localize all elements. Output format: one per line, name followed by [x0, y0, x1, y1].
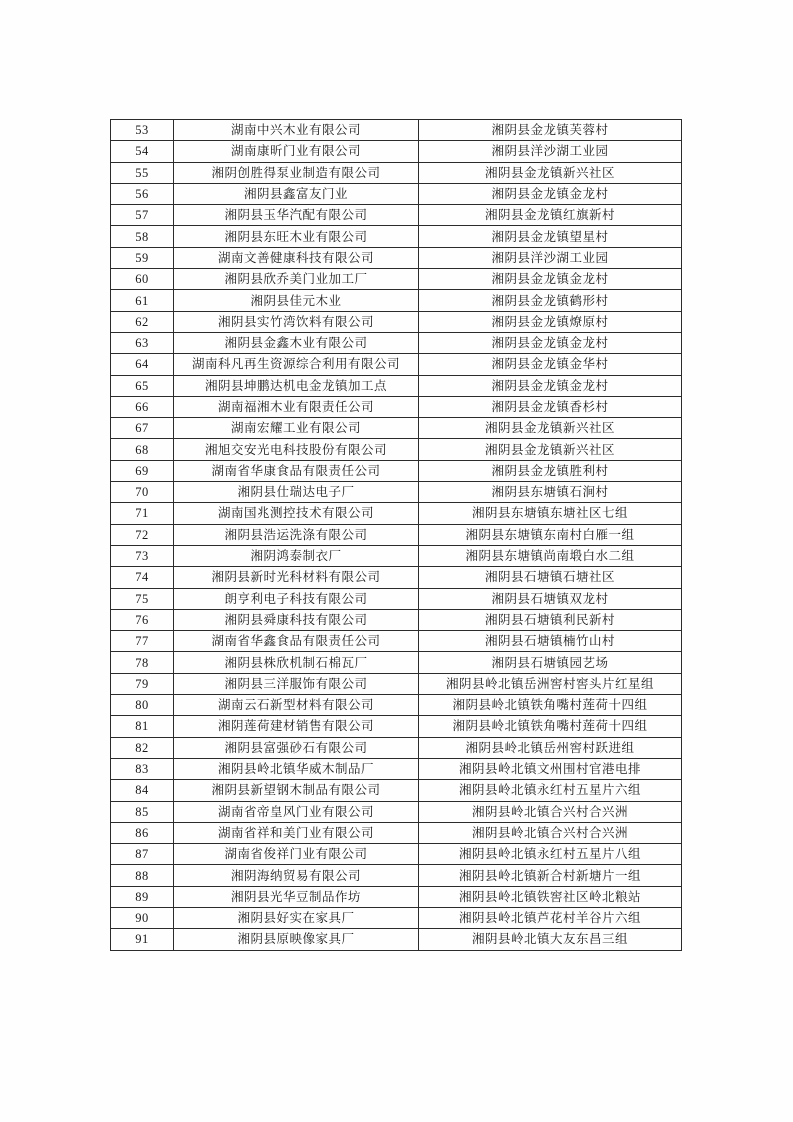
company-list-table: [110, 119, 682, 951]
table-row: [111, 758, 682, 779]
row-number: 58: [111, 226, 174, 247]
company-address: 湘阴县岭北镇铁角嘴村莲荷十四组: [419, 716, 682, 737]
table-row: [111, 907, 682, 928]
row-number: 90: [111, 907, 174, 928]
row-number: 67: [111, 418, 174, 439]
company-address: 湘阴县东塘镇东南村白雁一组: [419, 524, 682, 545]
table-row: [111, 801, 682, 822]
company-name: 湘阴县光华豆制品作坊: [174, 886, 419, 907]
company-address: 湘阴县东塘镇东塘社区七组: [419, 503, 682, 524]
company-name: 湖南省华康食品有限责任公司: [174, 460, 419, 481]
row-number: 53: [111, 120, 174, 141]
company-address: 湘阴县金龙镇新兴社区: [419, 418, 682, 439]
table-row: [111, 290, 682, 311]
company-address: 湘阴县石塘镇楠竹山村: [419, 631, 682, 652]
table-row: [111, 120, 682, 141]
company-address: 湘阴县岭北镇新合村新塘片一组: [419, 865, 682, 886]
table-row: [111, 205, 682, 226]
table-row: [111, 375, 682, 396]
company-address: 湘阴县岭北镇铁角嘴村莲荷十四组: [419, 695, 682, 716]
company-address: 湘阴县金龙镇金龙村: [419, 375, 682, 396]
company-address: 湘阴县石塘镇园艺场: [419, 652, 682, 673]
row-number: 75: [111, 588, 174, 609]
company-name: 湘阴创胜得泵业制造有限公司: [174, 162, 419, 183]
company-name: 湘阴县浩运洗涤有限公司: [174, 524, 419, 545]
company-name: 湖南宏耀工业有限公司: [174, 418, 419, 439]
table-row: [111, 822, 682, 843]
table-row: [111, 418, 682, 439]
company-name: 湘阴县岭北镇华威木制品厂: [174, 758, 419, 779]
table-row: [111, 524, 682, 545]
company-name: 湘阴县仕瑞达电子厂: [174, 482, 419, 503]
company-address: 湘阴县岭北镇芦花村羊谷片六组: [419, 907, 682, 928]
company-address: 湘阴县金龙镇金龙村: [419, 332, 682, 353]
row-number: 81: [111, 716, 174, 737]
table-row: [111, 545, 682, 566]
company-name: 湘阴县新望钢木制品有限公司: [174, 780, 419, 801]
row-number: 61: [111, 290, 174, 311]
company-name: 湘阴县玉华汽配有限公司: [174, 205, 419, 226]
table-row: [111, 354, 682, 375]
company-name: 湘旭交安光电科技股份有限公司: [174, 439, 419, 460]
company-name: 朗亨利电子科技有限公司: [174, 588, 419, 609]
row-number: 76: [111, 609, 174, 630]
company-name: 湘阴县新时光科材料有限公司: [174, 567, 419, 588]
table-row: [111, 396, 682, 417]
table-row: [111, 482, 682, 503]
row-number: 69: [111, 460, 174, 481]
table-body: [111, 120, 682, 951]
row-number: 72: [111, 524, 174, 545]
company-name: 湖南科凡再生资源综合利用有限公司: [174, 354, 419, 375]
table-row: [111, 588, 682, 609]
table-row: [111, 780, 682, 801]
row-number: 91: [111, 929, 174, 950]
company-address: 湘阴县石塘镇双龙村: [419, 588, 682, 609]
row-number: 87: [111, 844, 174, 865]
company-address: 湘阴县岭北镇合兴村合兴洲: [419, 822, 682, 843]
row-number: 88: [111, 865, 174, 886]
row-number: 56: [111, 183, 174, 204]
company-name: 湖南福湘木业有限责任公司: [174, 396, 419, 417]
company-address: 湘阴县金龙镇鹤形村: [419, 290, 682, 311]
table-row: [111, 609, 682, 630]
row-number: 68: [111, 439, 174, 460]
company-address: 湘阴县岭北镇大友东昌三组: [419, 929, 682, 950]
company-name: 湘阴县富强砂石有限公司: [174, 737, 419, 758]
company-address: 湘阴县洋沙湖工业园: [419, 141, 682, 162]
table-row: [111, 332, 682, 353]
company-name: 湖南云石新型材料有限公司: [174, 695, 419, 716]
table-row: [111, 567, 682, 588]
row-number: 65: [111, 375, 174, 396]
row-number: 60: [111, 269, 174, 290]
table-row: [111, 247, 682, 268]
company-name: 湘阴莲荷建材销售有限公司: [174, 716, 419, 737]
row-number: 83: [111, 758, 174, 779]
row-number: 57: [111, 205, 174, 226]
table-row: [111, 716, 682, 737]
company-address: 湘阴县金龙镇金龙村: [419, 269, 682, 290]
company-name: 湘阴县舜康科技有限公司: [174, 609, 419, 630]
table-row: [111, 183, 682, 204]
row-number: 84: [111, 780, 174, 801]
table-row: [111, 844, 682, 865]
table-row: [111, 269, 682, 290]
company-address: 湘阴县金龙镇芙蓉村: [419, 120, 682, 141]
company-address: 湘阴县石塘镇利民新村: [419, 609, 682, 630]
company-name: 湘阴县株欣机制石棉瓦厂: [174, 652, 419, 673]
company-name: 湖南文善健康科技有限公司: [174, 247, 419, 268]
company-name: 湘阴海纳贸易有限公司: [174, 865, 419, 886]
company-address: 湘阴县金龙镇香杉村: [419, 396, 682, 417]
company-name: 湘阴县原映像家具厂: [174, 929, 419, 950]
company-address: 湘阴县东塘镇尚南塅白水二组: [419, 545, 682, 566]
row-number: 74: [111, 567, 174, 588]
row-number: 85: [111, 801, 174, 822]
row-number: 59: [111, 247, 174, 268]
row-number: 80: [111, 695, 174, 716]
row-number: 78: [111, 652, 174, 673]
row-number: 62: [111, 311, 174, 332]
table-row: [111, 439, 682, 460]
company-address: 湘阴县岭北镇合兴村合兴洲: [419, 801, 682, 822]
table-row: [111, 865, 682, 886]
company-address: 湘阴县金龙镇新兴社区: [419, 439, 682, 460]
company-name: 湘阴县鑫富友门业: [174, 183, 419, 204]
company-name: 湖南国兆测控技术有限公司: [174, 503, 419, 524]
company-name: 湘阴县东旺木业有限公司: [174, 226, 419, 247]
company-address: 湘阴县金龙镇望星村: [419, 226, 682, 247]
company-address: 湘阴县金龙镇红旗新村: [419, 205, 682, 226]
table-row: [111, 162, 682, 183]
row-number: 55: [111, 162, 174, 183]
company-address: 湘阴县岭北镇永红村五星片六组: [419, 780, 682, 801]
row-number: 77: [111, 631, 174, 652]
table-row: [111, 460, 682, 481]
table-row: [111, 695, 682, 716]
company-name: 湘阴县三洋服饰有限公司: [174, 673, 419, 694]
company-name: 湖南省华鑫食品有限责任公司: [174, 631, 419, 652]
company-address: 湘阴县金龙镇金龙村: [419, 183, 682, 204]
row-number: 79: [111, 673, 174, 694]
company-name: 湖南省俊祥门业有限公司: [174, 844, 419, 865]
company-address: 湘阴县金龙镇燎原村: [419, 311, 682, 332]
company-name: 湖南省祥和美门业有限公司: [174, 822, 419, 843]
company-name: 湘阴县欣乔美门业加工厂: [174, 269, 419, 290]
table-row: [111, 311, 682, 332]
table-row: [111, 226, 682, 247]
table-row: [111, 673, 682, 694]
company-address: 湘阴县金龙镇胜利村: [419, 460, 682, 481]
row-number: 89: [111, 886, 174, 907]
company-address: 湘阴县岭北镇岳州窖村跃进组: [419, 737, 682, 758]
company-address: 湘阴县岭北镇岳洲窖村窖头片红星组: [419, 673, 682, 694]
company-name: 湘阴县坤鹏达机电金龙镇加工点: [174, 375, 419, 396]
company-address: 湘阴县岭北镇铁窖社区岭北粮站: [419, 886, 682, 907]
company-address: 湘阴县石塘镇石塘社区: [419, 567, 682, 588]
company-address: 湘阴县金龙镇新兴社区: [419, 162, 682, 183]
row-number: 63: [111, 332, 174, 353]
company-name: 湘阴县好实在家具厂: [174, 907, 419, 928]
company-address: 湘阴县东塘镇石涧村: [419, 482, 682, 503]
row-number: 86: [111, 822, 174, 843]
row-number: 64: [111, 354, 174, 375]
company-name: 湘阴县佳元木业: [174, 290, 419, 311]
row-number: 82: [111, 737, 174, 758]
row-number: 73: [111, 545, 174, 566]
table-row: [111, 886, 682, 907]
row-number: 54: [111, 141, 174, 162]
table-row: [111, 737, 682, 758]
table-row: [111, 929, 682, 950]
company-name: 湘阴县金鑫木业有限公司: [174, 332, 419, 353]
table-row: [111, 631, 682, 652]
company-address: 湘阴县岭北镇永红村五星片八组: [419, 844, 682, 865]
company-name: 湖南康昕门业有限公司: [174, 141, 419, 162]
table-row: [111, 503, 682, 524]
company-name: 湘阴鸿泰制衣厂: [174, 545, 419, 566]
company-address: 湘阴县洋沙湖工业园: [419, 247, 682, 268]
company-address: 湘阴县岭北镇文州围村官港电排: [419, 758, 682, 779]
row-number: 71: [111, 503, 174, 524]
table-row: [111, 141, 682, 162]
row-number: 66: [111, 396, 174, 417]
company-name: 湖南省帝皇风门业有限公司: [174, 801, 419, 822]
company-name: 湖南中兴木业有限公司: [174, 120, 419, 141]
company-name: 湘阴县实竹湾饮料有限公司: [174, 311, 419, 332]
table-row: [111, 652, 682, 673]
row-number: 70: [111, 482, 174, 503]
company-address: 湘阴县金龙镇金华村: [419, 354, 682, 375]
